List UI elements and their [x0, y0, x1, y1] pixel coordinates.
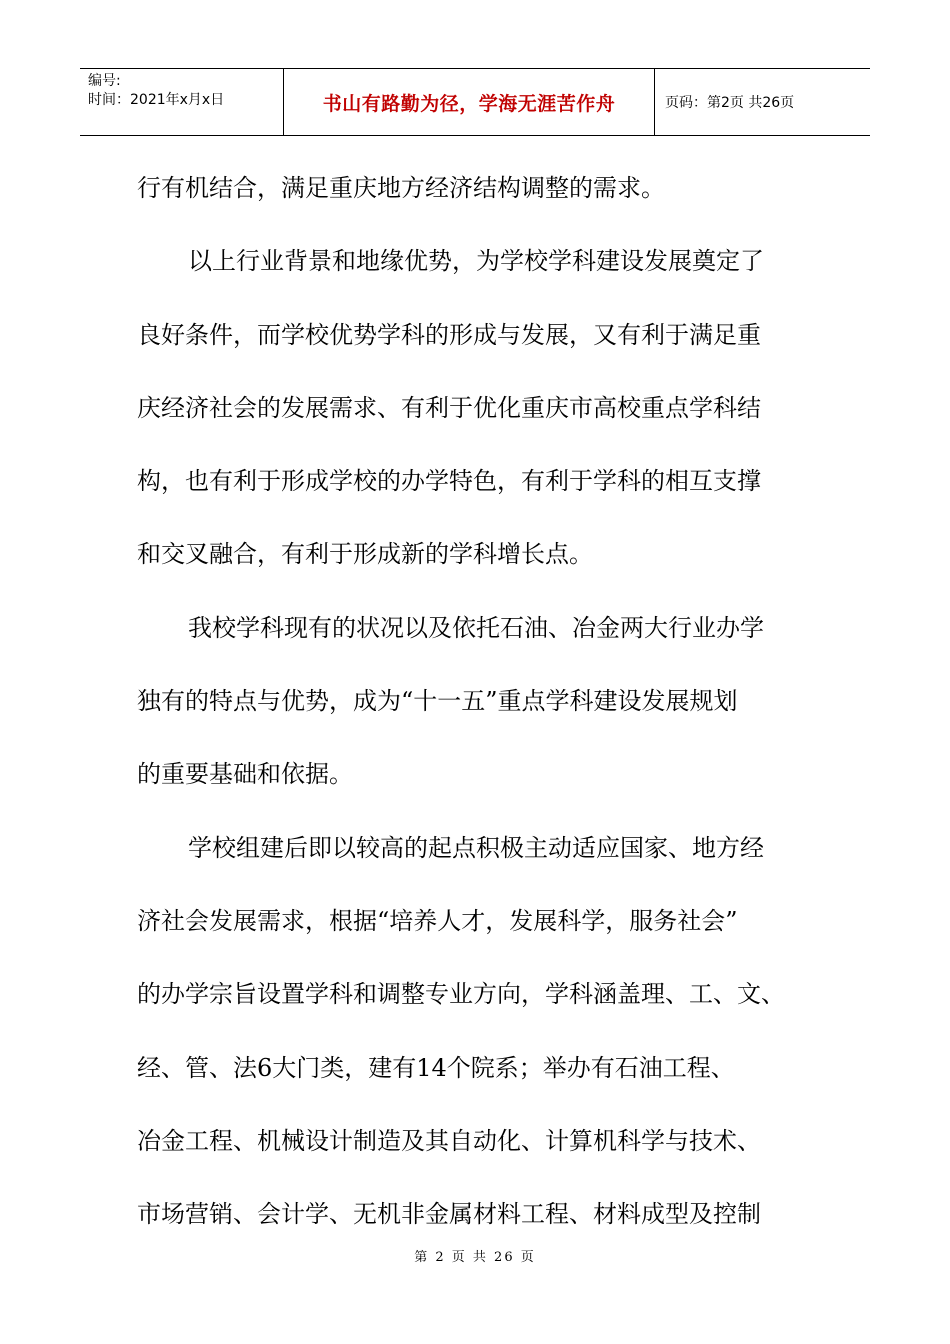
body-line: 独有的特点与优势，成为“十一五”重点学科建设发展规划 [137, 687, 738, 716]
document-body [137, 152, 837, 1251]
body-line: 以上行业背景和地缘优势，为学校学科建设发展奠定了 [188, 247, 764, 276]
body-line: 市场营销、会计学、无机非金属材料工程、材料成型及控制 [137, 1200, 761, 1229]
body-line: 庆经济社会的发展需求、有利于优化重庆市高校重点学科结 [137, 393, 761, 422]
body-line: 良好条件，而学校优势学科的形成与发展，又有利于满足重 [137, 320, 761, 349]
header-page-info: 页码：第2页 共26页 [665, 95, 795, 111]
body-line: 和交叉融合，有利于形成新的学科增长点。 [137, 540, 593, 569]
page-footer: 第 2 页 共 26 页 [414, 1250, 536, 1265]
header-motto: 书山有路勤为径，学海无涯苦作舟 [283, 69, 655, 135]
body-line: 我校学科现有的状况以及依托石油、冶金两大行业办学 [188, 613, 764, 642]
body-line: 济社会发展需求，根据“培养人才，发展科学，服务社会” [137, 906, 738, 935]
document-number-label: 编号: [88, 73, 121, 89]
body-line: 的办学宗旨设置学科和调整专业方向，学科涵盖理、工、文、 [137, 980, 785, 1009]
document-header [80, 68, 870, 136]
body-line: 行有机结合，满足重庆地方经济结构调整的需求。 [137, 174, 665, 202]
body-line: 经、管、法6大门类，建有14个院系；举办有石油工程、 [137, 1053, 735, 1082]
body-line: 构，也有利于形成学校的办学特色，有利于学科的相互支撑 [137, 467, 761, 496]
document-time-label: 时间：2021年x月x日 [88, 92, 225, 108]
body-line: 冶金工程、机械设计制造及其自动化、计算机科学与技术、 [137, 1126, 761, 1155]
header-meta [80, 69, 283, 135]
body-line: 的重要基础和依据。 [137, 760, 353, 789]
body-line: 学校组建后即以较高的起点积极主动适应国家、地方经 [188, 833, 764, 862]
